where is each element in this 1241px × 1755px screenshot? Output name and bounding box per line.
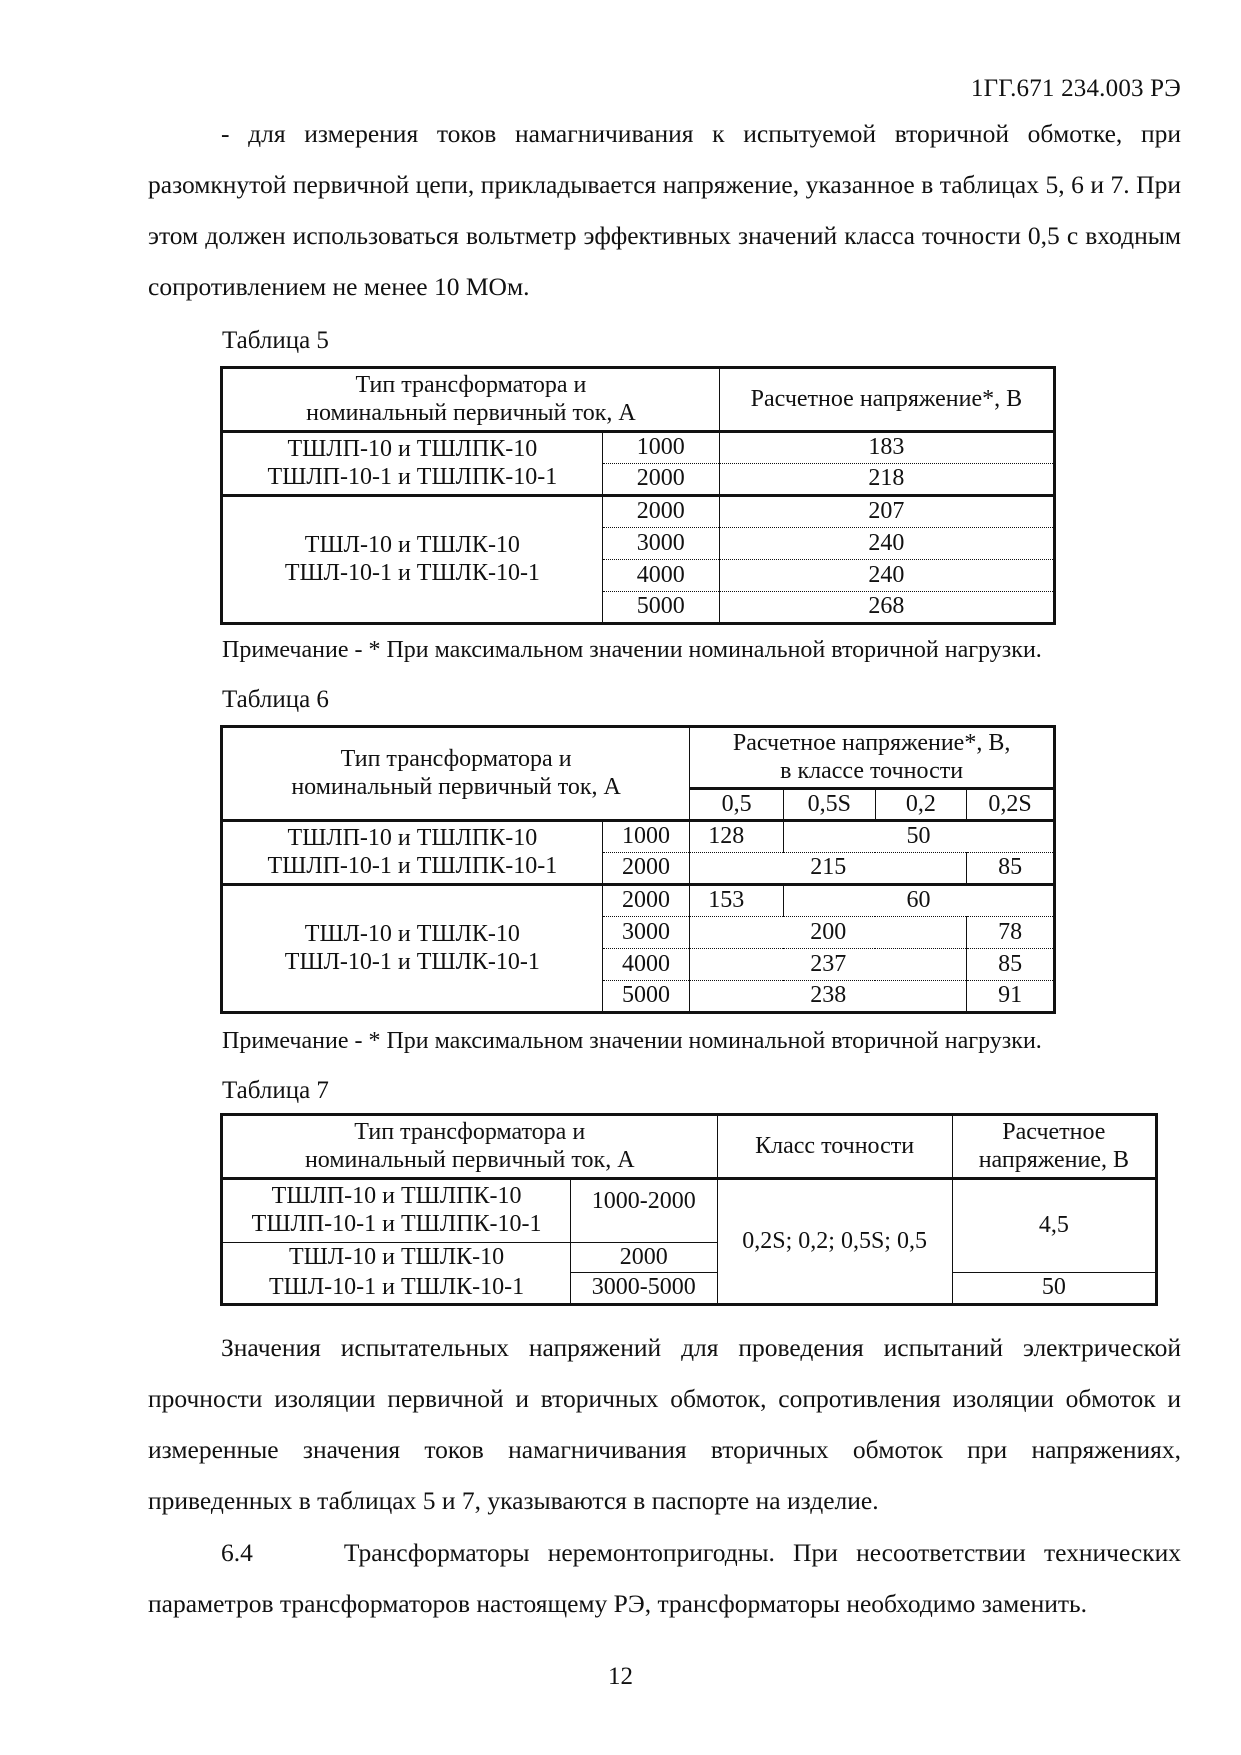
table7-row2-name: ТШЛ-10 и ТШЛК-10 xyxy=(222,1243,571,1273)
header-line: Расчетное xyxy=(1002,1118,1106,1145)
table-cell-current: 2000 xyxy=(571,1243,717,1273)
table6-group2-name xyxy=(222,885,603,1013)
table-cell-value: 153 xyxy=(690,885,784,917)
class-0-2s: 0,2S xyxy=(967,789,1055,821)
table-cell-value: 85 xyxy=(967,853,1055,885)
table5-group2-name xyxy=(222,496,603,624)
table6-note: Примечание - * При максимальном значении номинальной вторичной нагрузки. xyxy=(222,1028,1042,1054)
table-cell-value: 50 xyxy=(783,821,1054,853)
table6-header-type xyxy=(222,727,690,821)
table6-group1-name xyxy=(222,821,603,885)
section-6-4-paragraph: 6.4 Трансформаторы неремонтопригодны. При несоответствии технических параметров трансформаторов настоящему РЭ, трансформаторы необходимо заменить. xyxy=(148,1538,1188,1618)
table-cell-value: 85 xyxy=(967,949,1055,981)
table-cell-voltage: 268 xyxy=(719,592,1054,624)
table5-header-type xyxy=(222,368,720,432)
table-cell-current: 4000 xyxy=(602,560,719,592)
table7-accuracy-value: 0,2S; 0,2; 0,5S; 0,5 xyxy=(717,1179,952,1305)
header-line: Тип трансформатора и xyxy=(340,745,572,772)
table-cell-current: 2000 xyxy=(602,496,719,528)
table-cell-current: 3000 xyxy=(602,917,690,949)
type-name: ТШЛ-10 и ТШЛК-10 xyxy=(304,531,520,558)
table-cell-value: 215 xyxy=(690,853,967,885)
table-cell-value: 91 xyxy=(967,981,1055,1013)
table-cell-value: 128 xyxy=(690,821,784,853)
table-cell-voltage: 183 xyxy=(719,432,1054,464)
table-cell-value: 238 xyxy=(690,981,967,1013)
table-cell-current: 3000 xyxy=(602,528,719,560)
table-cell-value: 237 xyxy=(690,949,967,981)
table-5 xyxy=(220,366,1056,625)
header-line: напряжение, В xyxy=(978,1146,1130,1173)
table-cell-current: 1000-2000 xyxy=(571,1179,717,1243)
header-line: в классе точности xyxy=(780,757,964,784)
table-6 xyxy=(220,725,1056,1014)
table-cell-current: 1000 xyxy=(602,821,690,853)
table7-header-accuracy: Класс точности xyxy=(717,1115,952,1179)
table-cell-current: 3000-5000 xyxy=(571,1273,717,1305)
table-cell-voltage: 240 xyxy=(719,528,1054,560)
table-cell-value: 200 xyxy=(690,917,967,949)
class-0-2: 0,2 xyxy=(875,789,967,821)
table-cell-voltage: 207 xyxy=(719,496,1054,528)
table-cell-voltage: 218 xyxy=(719,464,1054,496)
type-name: ТШЛП-10 и ТШЛПК-10 xyxy=(271,1183,522,1210)
class-0-5s: 0,5S xyxy=(783,789,875,821)
closing-paragraph: Значения испытательных напряжений для проведения испытаний электрической прочности изоляции первичной и вторичных обмоток, сопротивления изоляции обмоток и измеренные значения токов намагничивания вторичных обмоток при напряжениях, приведенных в таблицах 5 и 7, указываются в паспорте на изделие. xyxy=(148,1333,1181,1515)
header-line: Тип трансформатора и xyxy=(354,1118,586,1145)
type-name: ТШЛ-10-1 и ТШЛК-10-1 xyxy=(284,948,540,975)
table-cell-current: 1000 xyxy=(602,432,719,464)
table6-caption: Таблица 6 xyxy=(222,686,329,713)
header-line: номинальный первичный ток, А xyxy=(306,399,636,426)
type-name: ТШЛ-10-1 и ТШЛК-10-1 xyxy=(284,559,540,586)
type-name: ТШЛП-10 и ТШЛПК-10 xyxy=(287,435,538,462)
table-7 xyxy=(220,1113,1158,1306)
table7-header-voltage xyxy=(952,1115,1156,1179)
document-code: 1ГГ.671 234.003 РЭ xyxy=(970,75,1181,102)
table-cell-current: 5000 xyxy=(602,592,719,624)
intro-paragraph: - для измерения токов намагничивания к испытуемой вторичной обмотке, при разомкнутой первичной цепи, прикладывается напряжение, указанное в таблицах 5, 6 и 7. При этом должен использоваться вольтметр эффективных значений класса точности 0,5 с входным сопротивлением не менее 10 МОм. xyxy=(148,119,1181,301)
table-cell-current: 2000 xyxy=(602,464,719,496)
table5-caption: Таблица 5 xyxy=(222,327,329,354)
type-name: ТШЛ-10 и ТШЛК-10 xyxy=(304,920,520,947)
table5-header-voltage: Расчетное напряжение*, В xyxy=(719,368,1054,432)
table7-voltage-b: 50 xyxy=(952,1273,1156,1305)
page-number: 12 xyxy=(608,1663,633,1690)
table7-header-type xyxy=(222,1115,718,1179)
table-cell-current: 5000 xyxy=(602,981,690,1013)
header-line: Тип трансформатора и xyxy=(355,371,587,398)
header-line: номинальный первичный ток, А xyxy=(291,773,621,800)
type-name: ТШЛП-10-1 и ТШЛПК-10-1 xyxy=(267,852,558,879)
table7-row3-name: ТШЛ-10-1 и ТШЛК-10-1 xyxy=(222,1273,571,1305)
table7-voltage-a: 4,5 xyxy=(952,1179,1156,1273)
table6-header-voltage xyxy=(690,727,1055,789)
table-cell-current: 2000 xyxy=(602,885,690,917)
type-name: ТШЛП-10-1 и ТШЛПК-10-1 xyxy=(251,1211,542,1237)
class-0-5: 0,5 xyxy=(690,789,784,821)
table-cell-current: 4000 xyxy=(602,949,690,981)
table-cell-voltage: 240 xyxy=(719,560,1054,592)
table7-caption: Таблица 7 xyxy=(222,1077,329,1104)
table-cell-current: 2000 xyxy=(602,853,690,885)
table-cell-value: 60 xyxy=(783,885,1054,917)
type-name: ТШЛП-10-1 и ТШЛПК-10-1 xyxy=(267,463,558,490)
type-name: ТШЛП-10 и ТШЛПК-10 xyxy=(287,824,538,851)
table5-note: Примечание - * При максимальном значении номинальной вторичной нагрузки. xyxy=(222,637,1042,663)
header-line: Расчетное напряжение*, В, xyxy=(732,729,1011,756)
table-cell-value: 78 xyxy=(967,917,1055,949)
table7-row1-name xyxy=(222,1179,571,1243)
header-line: номинальный первичный ток, А xyxy=(304,1146,635,1173)
table5-group1-name xyxy=(222,432,603,496)
